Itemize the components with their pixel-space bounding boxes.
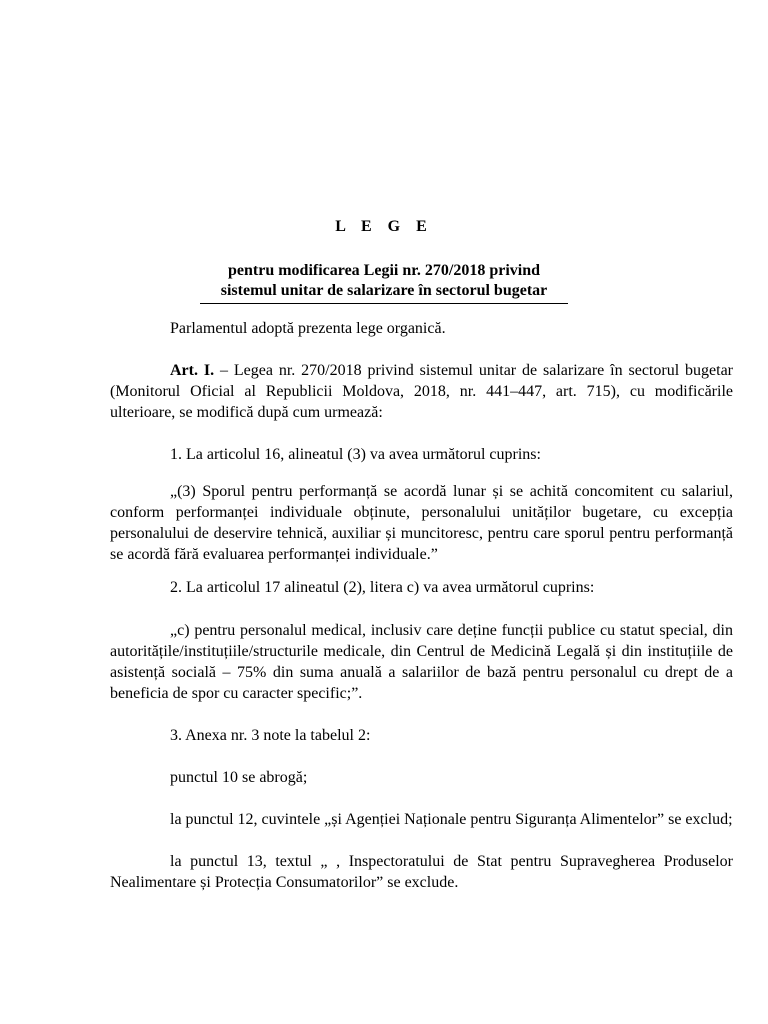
paragraph-preamble: Parlamentul adoptă prezenta lege organică. xyxy=(170,320,446,337)
document-title: L E G E xyxy=(335,218,433,235)
paragraph-point-3-c: la punctul 13, textul „ , Inspectoratului de Stat pentru Supravegherea Produselor Nealimentare și Protecția Consumatorilor” se exclude. xyxy=(110,853,733,891)
paragraph-point-1: 1. La articolul 16, alineatul (3) va avea următorul cuprins: xyxy=(170,446,541,463)
paragraph-quote-1: „(3) Sporul pentru performanță se acordă lunar și se achită concomitent cu salariul, conform performanței individuale obținute, personalului unităților bugetare, cu excepția personalului de deservire tehnică, auxiliar și muncitoresc, pentru care sporul pentru performanță se acordă fără evaluarea performanței individuale.” xyxy=(110,483,733,563)
paragraph-point-3-a: punctul 10 se abrogă; xyxy=(170,769,308,786)
paragraph-point-3-b: la punctul 12, cuvintele „și Agenției Naționale pentru Siguranța Alimentelor” se exclud; xyxy=(170,811,733,828)
paragraph-quote-2: „c) pentru personalul medical, inclusiv care deține funcții publice cu statut special, din autoritățile/instituțiile/structurile medicale, din Centrul de Medicină Legală și din instituțiile de asistență socială – 75% din suma anuală a salariilor de bază pentru personalul cu drept de a beneficia de spor cu caracter specific;”. xyxy=(110,622,733,702)
document-subtitle xyxy=(0,261,768,301)
document-body xyxy=(110,318,733,893)
subtitle-underline xyxy=(200,303,568,304)
subtitle-line-2: sistemul unitar de salarizare în sectorul bugetar xyxy=(220,282,548,299)
article-label: Art. I. xyxy=(170,362,215,379)
paragraph-point-2: 2. La articolul 17 alineatul (2), litera c) va avea următorul cuprins: xyxy=(170,579,595,596)
paragraph-point-3: 3. Anexa nr. 3 note la tabelul 2: xyxy=(170,727,371,744)
article-text: – Legea nr. 270/2018 privind sistemul unitar de salarizare în sectorul bugetar (Monitorul Oficial al Republicii Moldova, 2018, nr. 441–447, art. 715), cu modificările ulterioare, se modifică după cum urmează: xyxy=(110,362,734,421)
subtitle-line-1: pentru modificarea Legii nr. 270/2018 privind xyxy=(227,262,540,279)
paragraph-article-1 xyxy=(110,360,733,423)
